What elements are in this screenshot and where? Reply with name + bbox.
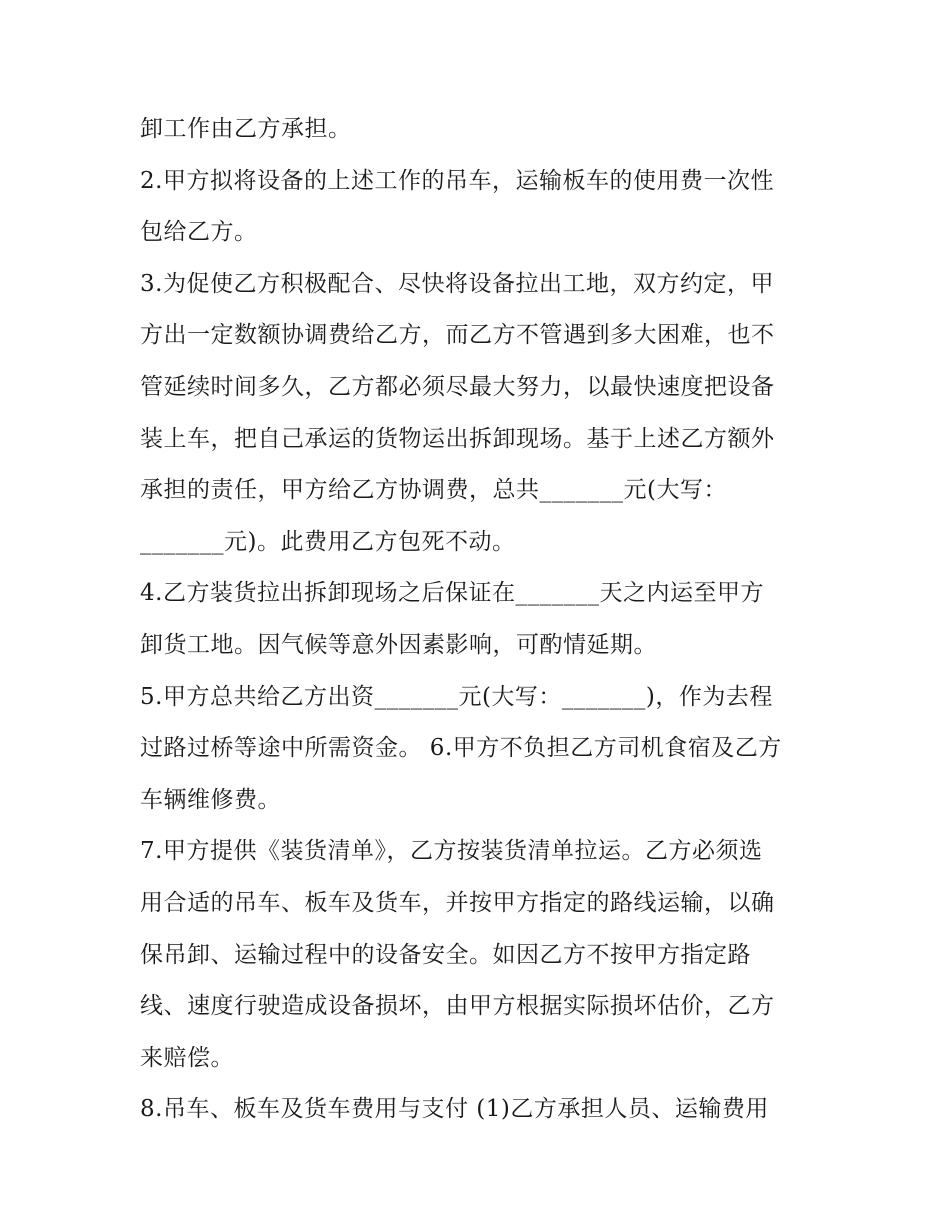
text-line: 卸货工地。因气候等意外因素影响，可酌情延期。 bbox=[140, 631, 657, 658]
text-line: 过路过桥等途中所需资金。 6.甲方不负担乙方司机食宿及乙方 bbox=[140, 735, 782, 762]
document-body bbox=[140, 104, 820, 1136]
text-line: 承担的责任，甲方给乙方协调费，总共_______元(大写： bbox=[140, 477, 727, 504]
text-line: 5.甲方总共给乙方出资_______元(大写：_______)，作为去程 bbox=[140, 683, 773, 710]
text-line: 包给乙方。 bbox=[140, 219, 258, 246]
text-line: 用合适的吊车、板车及货车，并按甲方指定的路线运输，以确 bbox=[140, 889, 775, 916]
text-line: _______元)。此费用乙方包死不动。 bbox=[140, 528, 516, 555]
text-line: 7.甲方提供《装货清单》，乙方按装货清单拉运。乙方必须选 bbox=[140, 838, 763, 865]
text-line: 来赔偿。 bbox=[140, 1044, 234, 1071]
text-line: 4.乙方装货拉出拆卸现场之后保证在_______天之内运至甲方 bbox=[140, 580, 764, 607]
text-line: 线、速度行驶造成设备损坏，由甲方根据实际损坏估价，乙方 bbox=[140, 993, 775, 1020]
text-line: 车辆维修费。 bbox=[140, 786, 281, 813]
text-line: 管延续时间多久，乙方都必须尽最大努力，以最快速度把设备 bbox=[140, 373, 775, 400]
text-line: 3.为促使乙方积极配合、尽快将设备拉出工地，双方约定，甲 bbox=[140, 270, 774, 297]
text-line: 2.甲方拟将设备的上述工作的吊车，运输板车的使用费一次性 bbox=[140, 167, 774, 194]
text-line: 8.吊车、板车及货车费用与支付 (1)乙方承担人员、运输费用 bbox=[140, 1096, 769, 1123]
text-line: 装上车，把自己承运的货物运出拆卸现场。基于上述乙方额外 bbox=[140, 425, 775, 452]
text-line: 保吊卸、运输过程中的设备安全。如因乙方不按甲方指定路 bbox=[140, 941, 751, 968]
text-line: 卸工作由乙方承担。 bbox=[140, 116, 352, 142]
text-line: 方出一定数额协调费给乙方，而乙方不管遇到多大困难，也不 bbox=[140, 322, 775, 349]
